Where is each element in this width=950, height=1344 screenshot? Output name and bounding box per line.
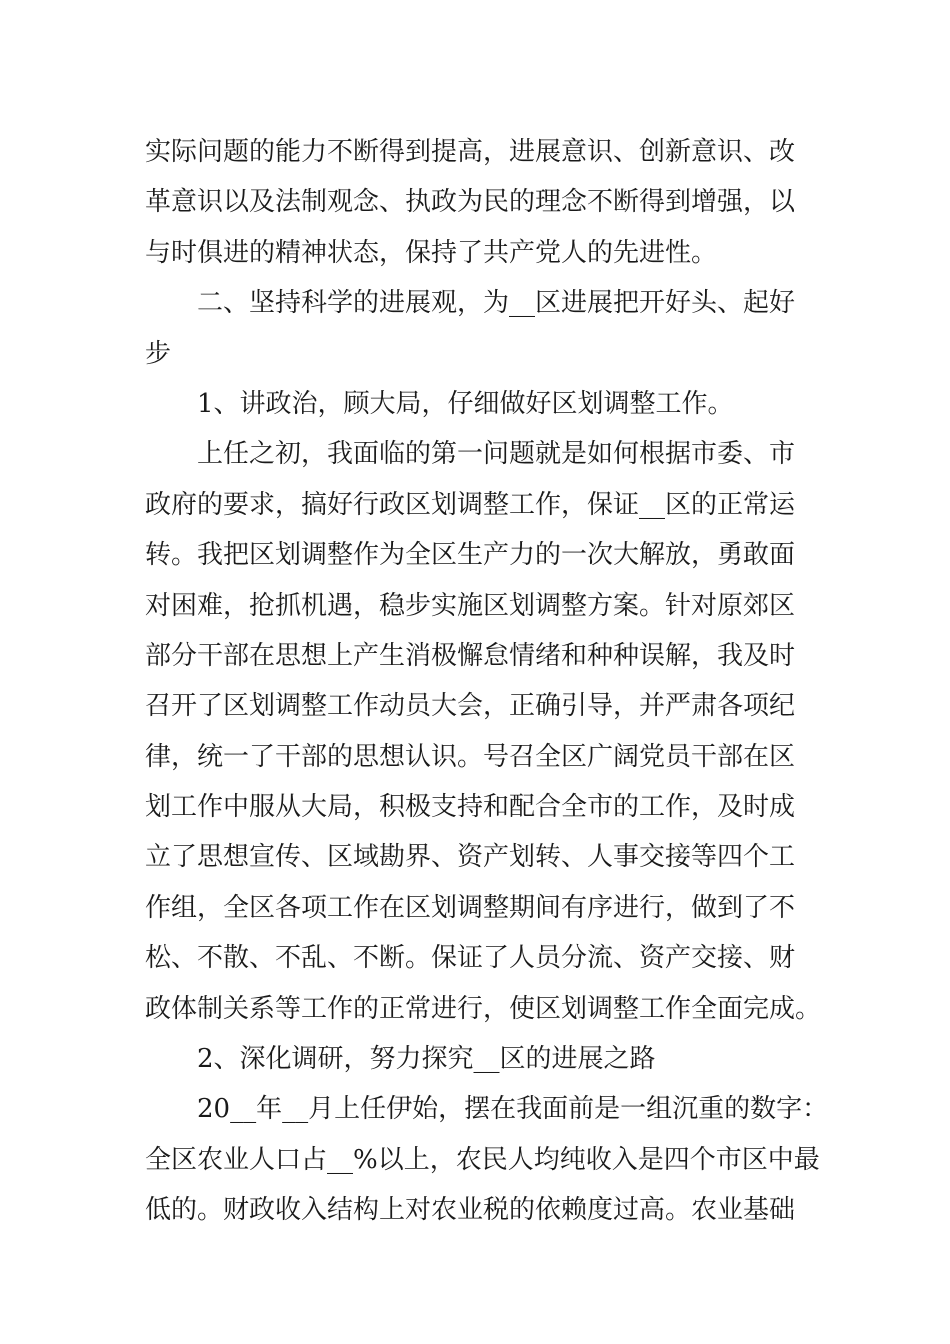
text-line: 实际问题的能力不断得到提高，进展意识、创新意识、改: [145, 137, 796, 167]
subsection-heading: 1、讲政治，顾大局，仔细做好区划调整工作。: [197, 388, 734, 419]
paragraph-start-line: 上任之初，我面临的第一问题就是如何根据市委、市: [197, 439, 796, 470]
text-line: 低的。财政收入结构上对农业税的依赖度过高。农业基础: [145, 1195, 796, 1226]
text-line: 律，统一了干部的思想认识。号召全区广阔党员干部在区: [145, 741, 796, 772]
text-line: 革意识以及法制观念、执政为民的理念不断得到增强，以: [145, 187, 796, 218]
text-line: 政府的要求，搞好行政区划调整工作，保证__区的正常运: [145, 489, 796, 520]
document-body: [145, 127, 829, 1236]
section-heading: 二、坚持科学的进展观，为__区进展把开好头、起好: [197, 288, 796, 319]
section-heading-continued: 步: [145, 338, 172, 369]
text-line: 划工作中服从大局，积极支持和配合全市的工作，及时成: [145, 792, 796, 823]
text-line: 立了思想宣传、区域勘界、资产划转、人事交接等四个工: [145, 842, 796, 873]
text-line: 作组，全区各项工作在区划调整期间有序进行，做到了不: [145, 892, 796, 923]
text-line: 对困难，抢抓机遇，稳步实施区划调整方案。针对原郊区: [145, 590, 796, 621]
text-line: 政体制关系等工作的正常进行，使区划调整工作全面完成。: [145, 993, 822, 1024]
paragraph-start-line: 20__年__月上任伊始，摆在我面前是一组沉重的数字：: [197, 1094, 829, 1125]
text-line: 松、不散、不乱、不断。保证了人员分流、资产交接、财: [145, 943, 796, 974]
text-line: 全区农业人口占__%以上，农民人均纯收入是四个市区中最: [145, 1144, 820, 1175]
text-line: 与时俱进的精神状态，保持了共产党人的先进性。: [145, 237, 718, 268]
text-line: 部分干部在思想上产生消极懈怠情绪和种种误解，我及时: [145, 640, 796, 671]
subsection-heading: 2、深化调研，努力探究__区的进展之路: [197, 1044, 656, 1075]
text-line: 召开了区划调整工作动员大会，正确引导，并严肃各项纪: [145, 691, 796, 722]
text-line: 转。我把区划调整作为全区生产力的一次大解放，勇敢面: [145, 540, 796, 571]
